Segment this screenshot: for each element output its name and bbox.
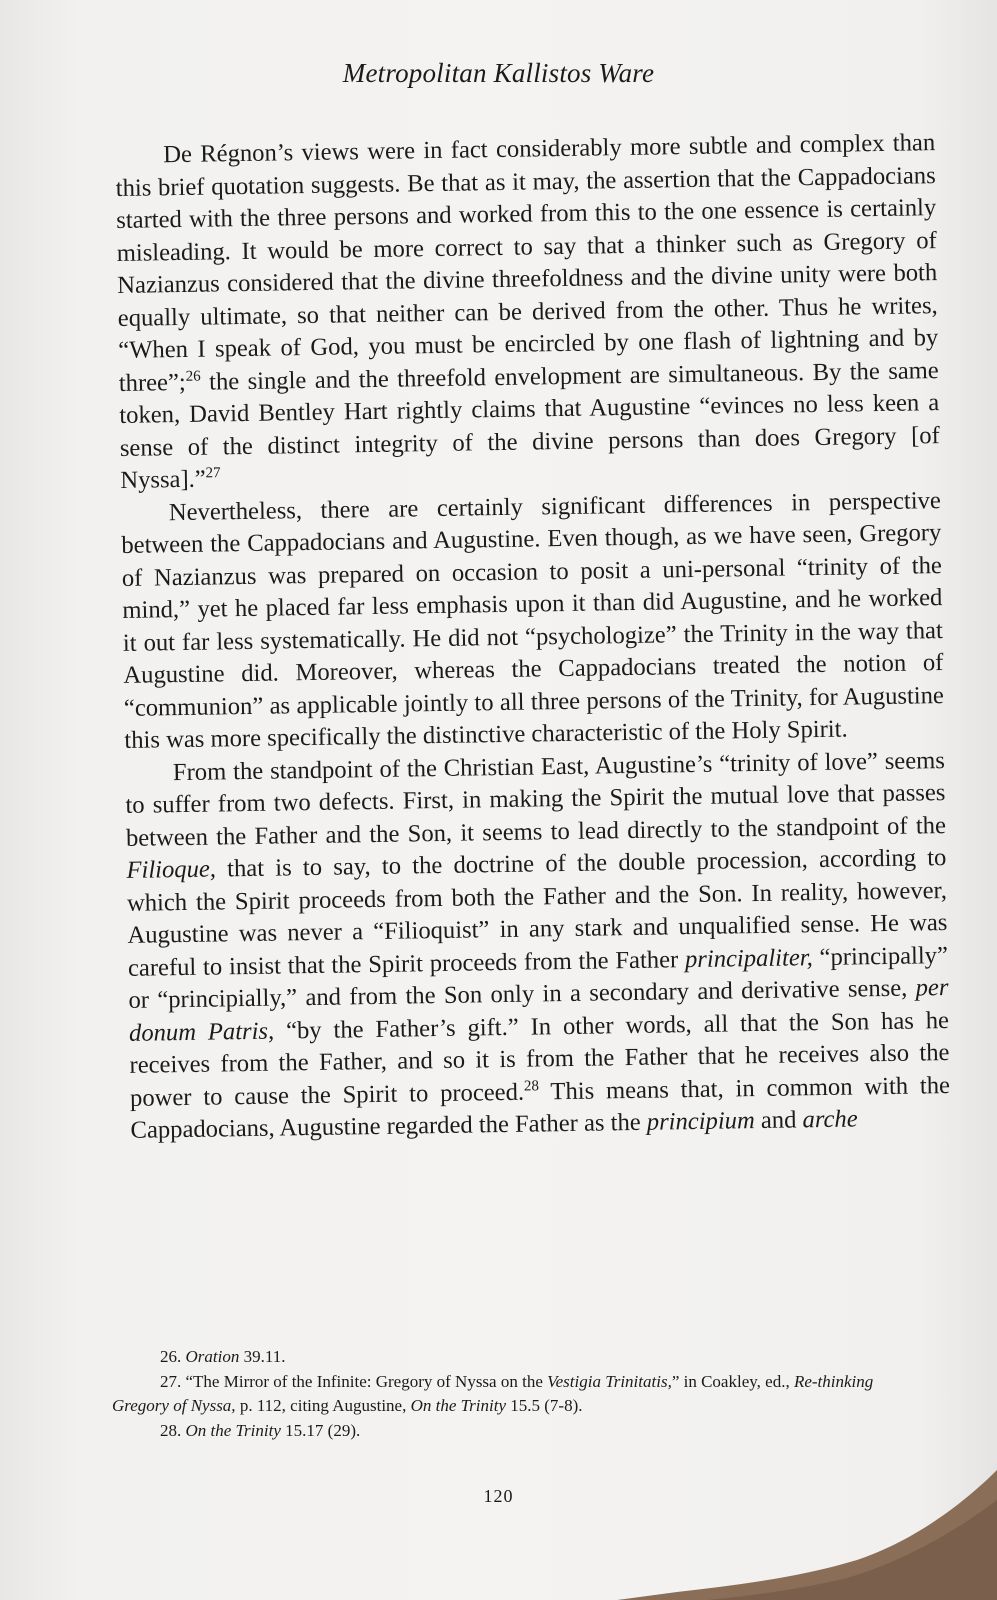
running-head: Metropolitan Kallistos Ware xyxy=(342,58,655,88)
footnote-ref-26[interactable]: 26 xyxy=(185,367,201,385)
p3-italic-per-donum-patris: per donum Patris, xyxy=(128,974,949,1047)
footnote-italic: On the Trinity xyxy=(410,1396,506,1415)
footnote-text: ” in Coakley, ed., xyxy=(671,1371,794,1391)
footnote-italic: On the Trinity xyxy=(185,1420,281,1440)
page-number: 120 xyxy=(483,1486,514,1506)
footnote-italic: Re-thinking Gregory of Nyssa, xyxy=(112,1371,874,1415)
p3-text-4: “by the Father’s gift.” In other words, all that the Son has he receives from the Father, and so it is from the Father that he receives also the power to cause the Spirit to proceed. xyxy=(129,1006,950,1112)
footnote-text: “The Mirror of the Infinite: Gregory of Nyssa on the xyxy=(181,1371,548,1391)
p1-text-2: the single and the threefold envelopment are simultaneous. By the same token, David Bentley Hart rightly claims that Augustine “evinces no less keen a sense of the distinct integrity of the divine persons than does Gregory [of Nyssa].” xyxy=(119,356,940,494)
footnote-italic: Oration xyxy=(185,1347,240,1366)
body-text xyxy=(115,127,951,1147)
p3-text-2: that is to say, to the doctrine of the double procession, according to which the Spirit proceeds from both the Father and the Son. In reality, however, Augustine was never a “Filioquist” in any stark and unqualified sense. He was careful to insist that the Spirit proceeds from the Father xyxy=(126,844,948,982)
p3-italic-principium: principium xyxy=(646,1107,755,1136)
footnote-text: 15.17 (29). xyxy=(280,1420,361,1440)
p1-text-1: De Régnon’s views were in fact considerably more subtle and complex than this brief quotation suggests. Be that as it may, the assertion that the Cappadocians started with the three persons and worked from this to the one essence is certainly misleading. It would be more correct to say that a thinker such as Gregory of Nazianzus considered that the divine threefoldness and the divine unity were both equally ultimate, so that neither can be derived from the other. Thus he writes, “When I speak of God, you must be encircled by one flash of lightning and by three”; xyxy=(115,129,939,397)
footnote-ref-27[interactable]: 27 xyxy=(205,465,221,482)
paragraph-2: Nevertheless, there are certainly significant differences in perspective between the Cappadocians and Augustine. Even though, as we have seen, Gregory of Nazianzus was prepared on occasion to posit a uni-personal “trinity of the mind,” yet he placed far less emphasis upon it than did Augustine, and he worked it out far less systematically. He did not “psychologize” the Trinity in the way that Augustine did. Moreover, whereas the Cappadocians treated the notion of “communion” as applicable jointly to all three persons of the Trinity, for Augustine this was more specifically the distinctive characteristic of the Holy Spirit. xyxy=(121,486,945,754)
paragraph-3 xyxy=(125,745,951,1148)
footnote-italic: Vestigia Trinitatis, xyxy=(547,1371,672,1391)
p3-text-3: “principally” or “principially,” and from the Son only in a secondary and derivative sense, xyxy=(128,941,949,1014)
p3-italic-arche: arche xyxy=(802,1105,858,1134)
p3-italic-principaliter: principaliter, xyxy=(684,943,813,973)
footnote-text: p. 112, citing Augustine, xyxy=(235,1396,411,1415)
footnote-number: 28. xyxy=(160,1420,182,1440)
thumb-image xyxy=(617,1430,997,1600)
paragraph-1 xyxy=(115,127,941,497)
footnote-26 xyxy=(112,1345,902,1370)
footnote-text: 15.5 (7-8). xyxy=(506,1396,583,1415)
p3-text-6: and xyxy=(754,1106,803,1135)
footnote-number: 26. xyxy=(160,1347,182,1366)
p3-text-1: From the standpoint of the Christian East, Augustine’s “trinity of love” seems to suffer from two defects. First, in making the Spirit the mutual love that passes between the Father and the Son, it seems to lead directly to the standpoint of the xyxy=(125,746,947,852)
footnote-number: 27. xyxy=(160,1371,182,1391)
footnotes xyxy=(112,1345,902,1443)
footnote-27 xyxy=(112,1370,902,1419)
footnote-ref-28[interactable]: 28 xyxy=(523,1077,540,1095)
footnote-text: 39.11. xyxy=(239,1347,286,1366)
p3-text-5: This means that, in common with the Cappadocians, Augustine regarded the Father as the xyxy=(130,1071,951,1144)
p3-italic-filioque: Filioque, xyxy=(126,855,217,884)
